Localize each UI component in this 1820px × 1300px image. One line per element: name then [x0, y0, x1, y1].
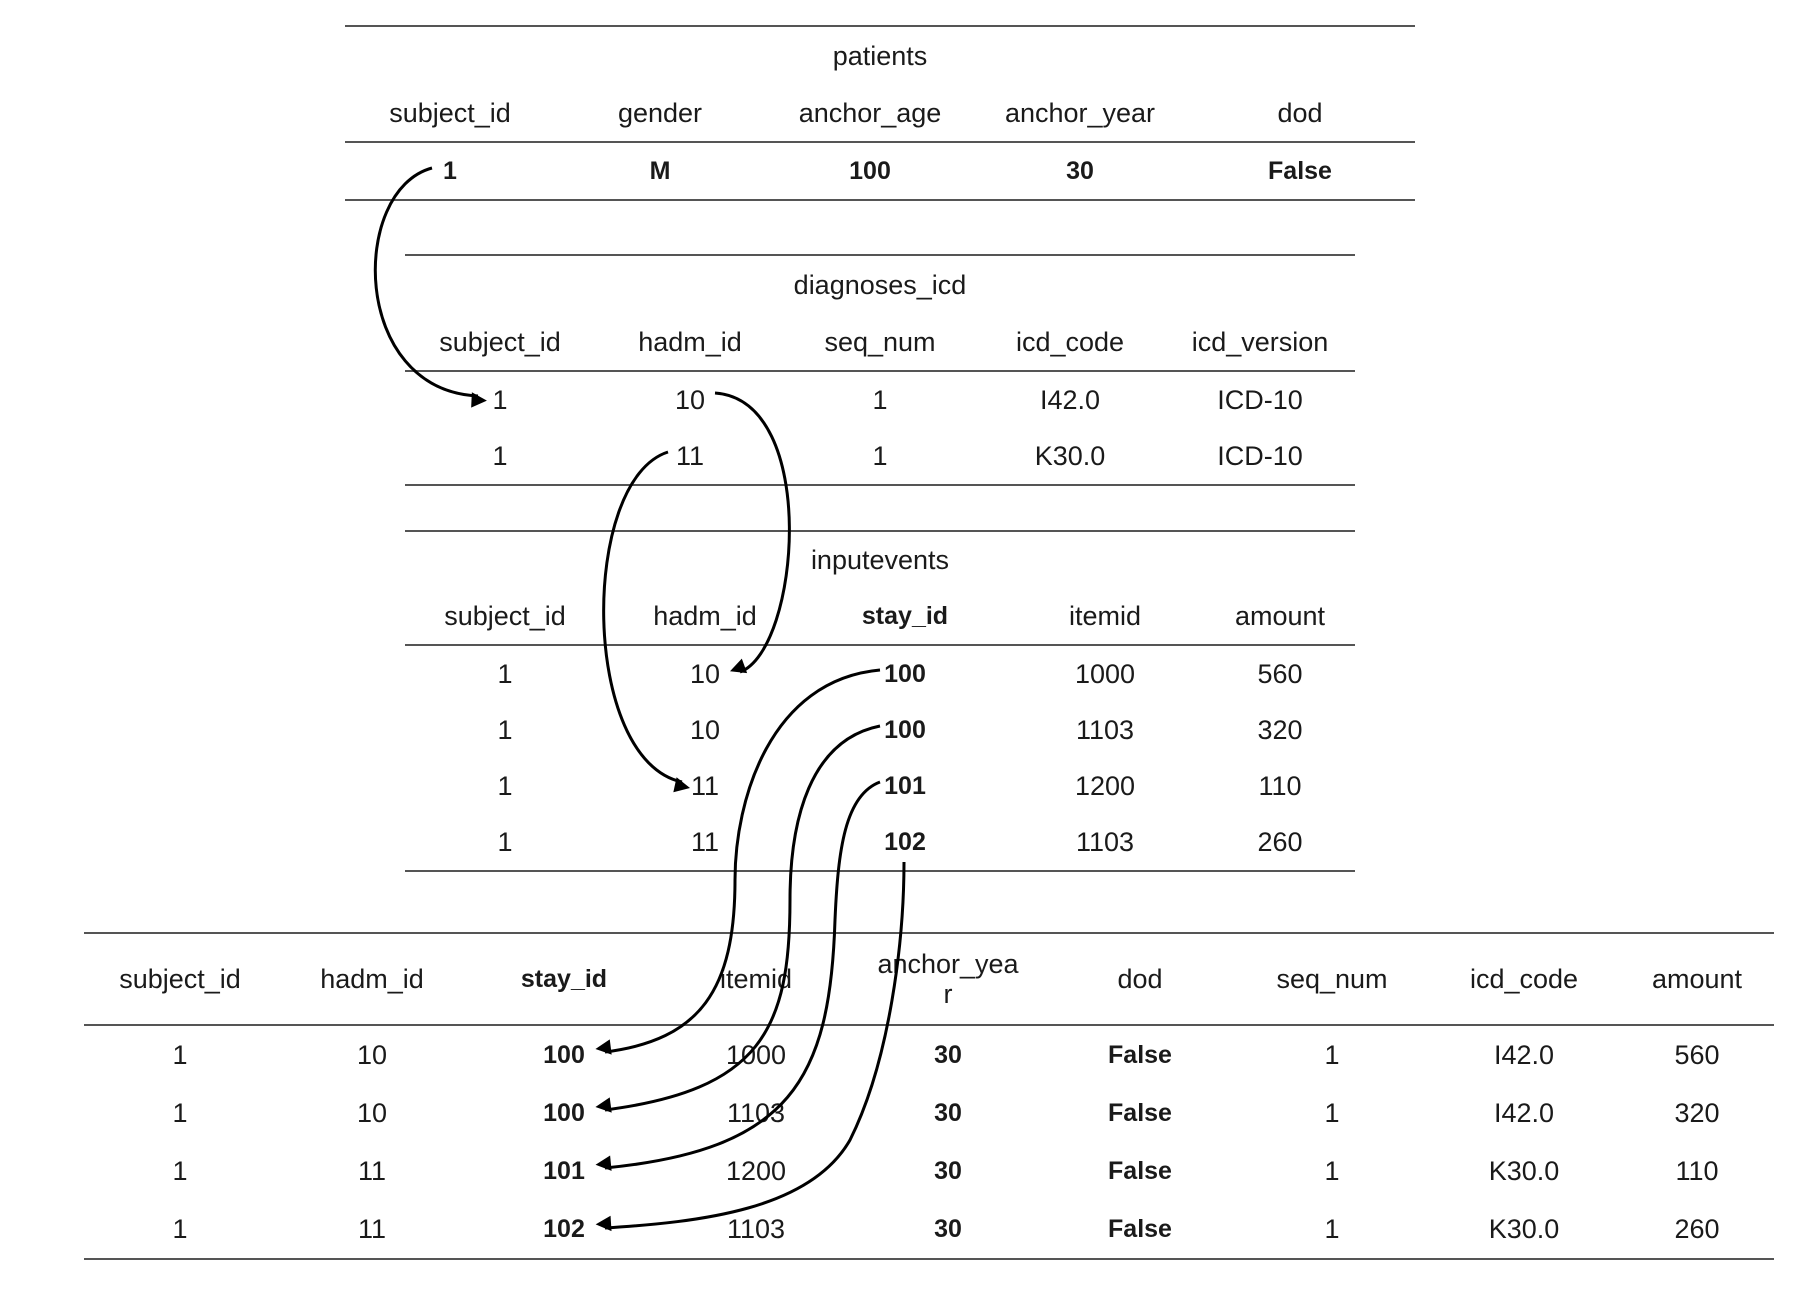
table-cell: ICD-10: [1217, 440, 1303, 471]
table-cell: 1: [872, 384, 888, 415]
table-cell: I42.0: [1493, 1097, 1555, 1128]
table-cell: 1: [497, 714, 513, 745]
table-cell: ICD-10: [1217, 384, 1303, 415]
table-cell: False: [1108, 1156, 1172, 1185]
table-cell: 11: [357, 1213, 387, 1244]
table-cell: 1: [172, 1213, 188, 1244]
table-cell: 1: [497, 770, 513, 801]
table-cell: 1103: [726, 1213, 786, 1244]
table-row: [84, 1142, 1774, 1200]
table-row: [405, 814, 1355, 870]
column-header: dod: [1117, 963, 1163, 994]
column-header: subject_id: [444, 600, 566, 631]
column-header: anchor_age: [798, 97, 942, 128]
table-row: [84, 1026, 1774, 1084]
table-header-row: [345, 85, 1415, 143]
table-cell: 1: [1324, 1097, 1340, 1128]
inputevents-table-title: inputevents: [810, 545, 950, 575]
table-cell: 1103: [1075, 826, 1135, 857]
table-cell: 10: [674, 384, 706, 415]
table-row: [84, 1084, 1774, 1142]
table-cell: False: [1108, 1040, 1172, 1069]
column-header: [852, 934, 1044, 1024]
table-cell: M: [649, 156, 671, 185]
table-cell: 101: [543, 1156, 585, 1185]
column-header: subject_id: [389, 97, 511, 128]
column-header: amount: [1234, 600, 1326, 631]
table-cell: 260: [1257, 826, 1303, 857]
table-cell: 1: [492, 440, 508, 471]
table-row: [405, 702, 1355, 758]
column-header: dod: [1277, 97, 1323, 128]
column-header: seq_num: [824, 326, 936, 357]
column-header: amount: [1651, 963, 1743, 994]
column-header: gender: [617, 97, 703, 128]
table-cell: 1000: [725, 1039, 787, 1070]
table-cell: False: [1268, 156, 1332, 185]
table-cell: 102: [884, 827, 926, 856]
table-cell: 1200: [1074, 770, 1136, 801]
table-cell: I42.0: [1039, 384, 1101, 415]
column-header: stay_id: [861, 601, 949, 630]
table-cell: 1: [497, 658, 513, 689]
table-cell: 1103: [1075, 714, 1135, 745]
table-cell: I42.0: [1493, 1039, 1555, 1070]
table-cell: 100: [543, 1098, 585, 1127]
table-cell: 30: [1066, 156, 1094, 185]
table-cell: 110: [1675, 1155, 1719, 1186]
table-cell: 1: [1324, 1155, 1340, 1186]
column-header: itemid: [719, 963, 793, 994]
table-cell: 1: [1324, 1213, 1340, 1244]
column-header: anchor_year: [1004, 97, 1156, 128]
table-cell: 1: [172, 1097, 188, 1128]
table-cell: 1: [172, 1155, 188, 1186]
column-header: itemid: [1068, 600, 1142, 631]
table-row: [405, 428, 1355, 484]
table-cell: 30: [934, 1214, 962, 1243]
diagnoses-icd-table-title: diagnoses_icd: [793, 270, 967, 300]
table-cell: K30.0: [1488, 1155, 1560, 1186]
table-cell: 10: [689, 714, 721, 745]
table-cell: 1: [172, 1039, 188, 1070]
table-row: [405, 758, 1355, 814]
column-header: icd_version: [1191, 326, 1329, 357]
table-cell: 10: [689, 658, 721, 689]
table-cell: 1: [443, 156, 457, 185]
column-header: hadm_id: [320, 963, 424, 994]
table-cell: 100: [884, 715, 926, 744]
column-header: hadm_id: [653, 600, 757, 631]
table-cell: 11: [690, 770, 720, 801]
table-header-row: [405, 314, 1355, 372]
table-cell: 101: [884, 771, 926, 800]
table-cell: K30.0: [1488, 1213, 1560, 1244]
table-cell: 1103: [726, 1097, 786, 1128]
table-header-row: [405, 588, 1355, 646]
table-cell: 1: [1324, 1039, 1340, 1070]
table-cell: 110: [1258, 770, 1302, 801]
table-cell: 1: [872, 440, 888, 471]
table-cell: 1200: [725, 1155, 787, 1186]
column-header: hadm_id: [638, 326, 742, 357]
table-cell: 320: [1257, 714, 1303, 745]
table-cell: False: [1108, 1214, 1172, 1243]
table-cell: K30.0: [1034, 440, 1106, 471]
table-cell: 1000: [1074, 658, 1136, 689]
column-header: icd_code: [1469, 963, 1579, 994]
table-cell: False: [1108, 1098, 1172, 1127]
column-header: stay_id: [520, 964, 608, 993]
table-cell: 10: [356, 1039, 388, 1070]
table-header-row: [84, 934, 1774, 1026]
table-cell: 30: [934, 1156, 962, 1185]
column-header: icd_code: [1015, 326, 1125, 357]
table-cell: 100: [543, 1040, 585, 1069]
table-row: [405, 372, 1355, 428]
table-cell: 1: [497, 826, 513, 857]
table-cell: 560: [1257, 658, 1303, 689]
diagnoses-icd-table: [405, 254, 1355, 486]
joined-result-table: [84, 932, 1774, 1260]
column-header: seq_num: [1276, 963, 1388, 994]
table-cell: 320: [1674, 1097, 1720, 1128]
table-cell: 30: [934, 1040, 962, 1069]
column-header: subject_id: [119, 963, 241, 994]
table-row: [405, 646, 1355, 702]
inputevents-table: [405, 530, 1355, 872]
table-cell: 30: [934, 1098, 962, 1127]
table-row: [345, 143, 1415, 199]
table-cell: 10: [356, 1097, 388, 1128]
column-header-label: anchor_year: [877, 949, 1019, 1009]
patients-table: [345, 25, 1415, 201]
table-cell: 11: [357, 1155, 387, 1186]
patients-table-title: patients: [832, 41, 928, 71]
table-cell: 260: [1674, 1213, 1720, 1244]
table-row: [84, 1200, 1774, 1258]
table-cell: 1: [492, 384, 508, 415]
table-cell: 102: [543, 1214, 585, 1243]
table-cell: 560: [1674, 1039, 1720, 1070]
table-cell: 100: [849, 156, 891, 185]
table-cell: 100: [884, 659, 926, 688]
table-cell: 11: [690, 826, 720, 857]
column-header: subject_id: [439, 326, 561, 357]
table-cell: 11: [675, 440, 705, 471]
